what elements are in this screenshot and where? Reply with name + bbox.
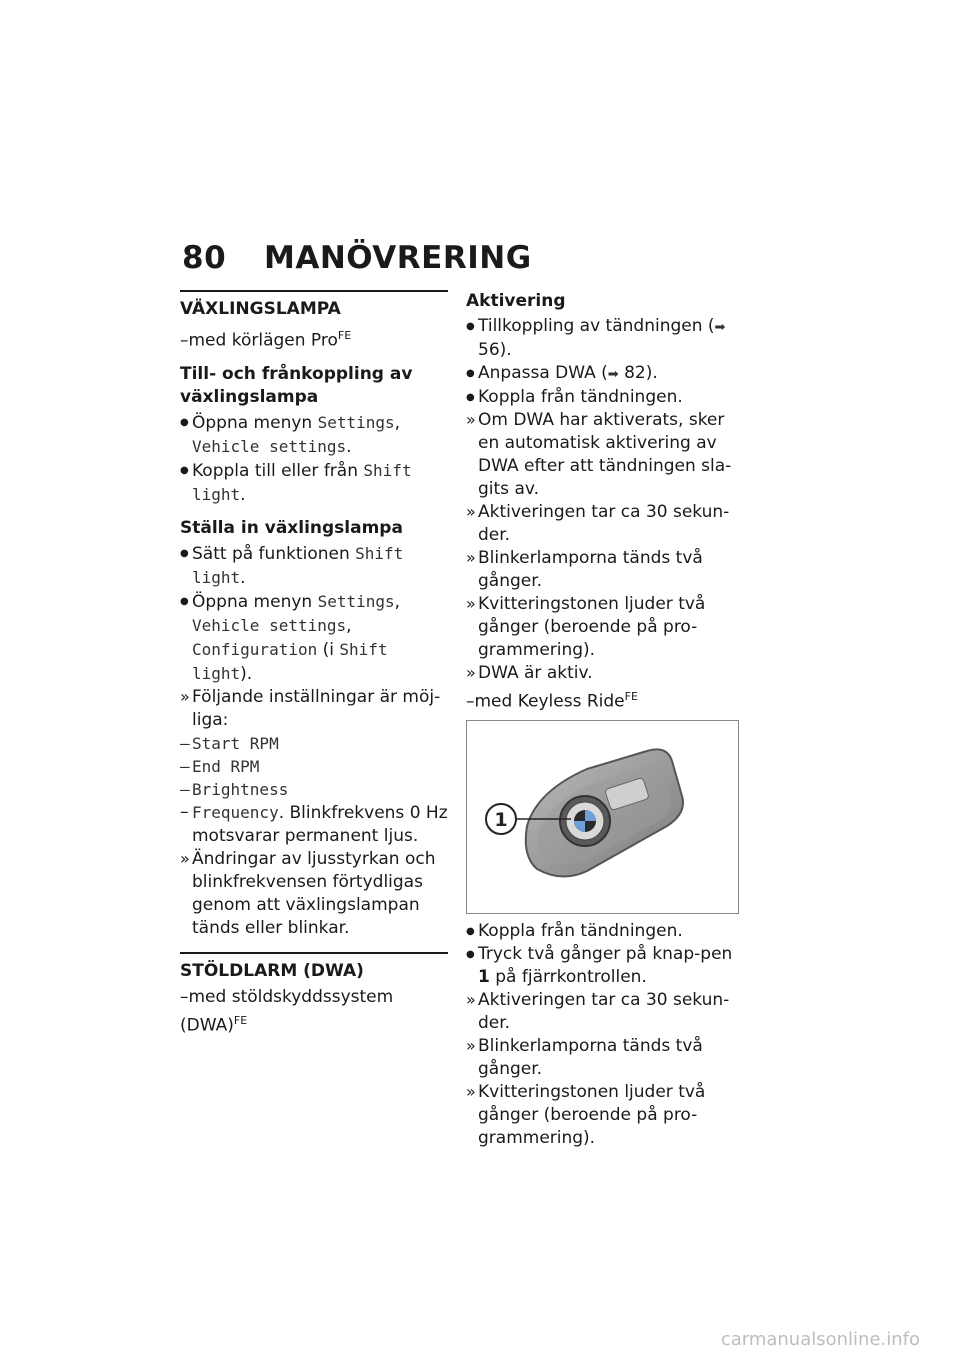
condition-line: –med stöldskyddssystem (DWA)$^{FE}$ [180,986,394,1036]
result-item: » Om DWA har aktiverats, sker en automatisk aktivering av DWA efter att tändningen sla-gits av. [466,409,740,501]
list-item: ● Koppla till eller från Shift light. [180,459,448,507]
list-item: ● Koppla från tändningen. [466,920,740,943]
figure-callout-1: 1 [494,808,508,831]
list-item: ● Tillkoppling av tändningen (➡ 56). [466,315,740,362]
result-item: » Kvitteringstonen ljuder två gånger (beroende på pro-grammering). [466,1081,740,1150]
key-fob-illustration [467,721,738,913]
subheading-settings: Ställa in växlingslampa [180,517,403,538]
right-column [466,290,740,1150]
watermark: carmanualsonline.info [720,1329,920,1350]
page-header [182,240,532,276]
section-title-alarm: STÖLDLARM (DWA) [180,952,448,982]
result-item: » Aktiveringen tar ca 30 sekun-der. [466,989,740,1035]
result-item: » Kvitteringstonen ljuder två gånger (beroende på pro-grammering). [466,593,740,662]
arrow-right-icon: ➡ [607,367,619,382]
result-item: » Blinkerlamporna tänds två gånger. [466,547,740,593]
subheading-activation: Aktivering [466,291,566,311]
condition-line: –med Keyless Ride$^{FE}$ [466,690,638,712]
left-column [180,290,448,1037]
page-number: 80 [182,240,227,276]
condition-line: –med körlägen Pro$^{FE}$ [180,329,352,351]
section-title-shift-light: VÄXLINGSLAMPA [180,290,448,320]
arrow-right-icon: ➡ [714,320,726,335]
list-item: ● Öppna menyn Settings, Vehicle settings. [180,411,448,459]
list-item: ● Koppla från tändningen. [466,386,740,409]
subheading-toggle: Till- och frånkoppling av växlingslampa [180,363,413,407]
result-item: » Följande inställningar är möj-liga: [180,686,448,732]
list-item: – Start RPM [180,732,448,755]
result-item: » Ändringar av ljusstyrkan och blinkfrekvensen förtydligas genom att växlingslampan tänds eller blinkar. [180,848,448,940]
result-item: » Blinkerlamporna tänds två gånger. [466,1035,740,1081]
list-item: – End RPM [180,755,448,778]
key-fob-figure [466,720,739,914]
list-item: – Brightness [180,778,448,801]
result-item: » Aktiveringen tar ca 30 sekun-der. [466,501,740,547]
list-item: ● Tryck två gånger på knap-pen 1 på fjärrkontrollen. [466,943,740,989]
result-item: » DWA är aktiv. [466,662,740,685]
page-title: MANÖVRERING [264,240,532,276]
list-item: – Frequency. Blinkfrekvens 0 Hz motsvarar permanent ljus. [180,801,448,848]
list-item: ● Anpassa DWA (➡ 82). [466,362,740,386]
list-item: ● Öppna menyn Settings, Vehicle settings, Configuration (i Shift light). [180,590,448,686]
list-item: ● Sätt på funktionen Shift light. [180,542,448,590]
